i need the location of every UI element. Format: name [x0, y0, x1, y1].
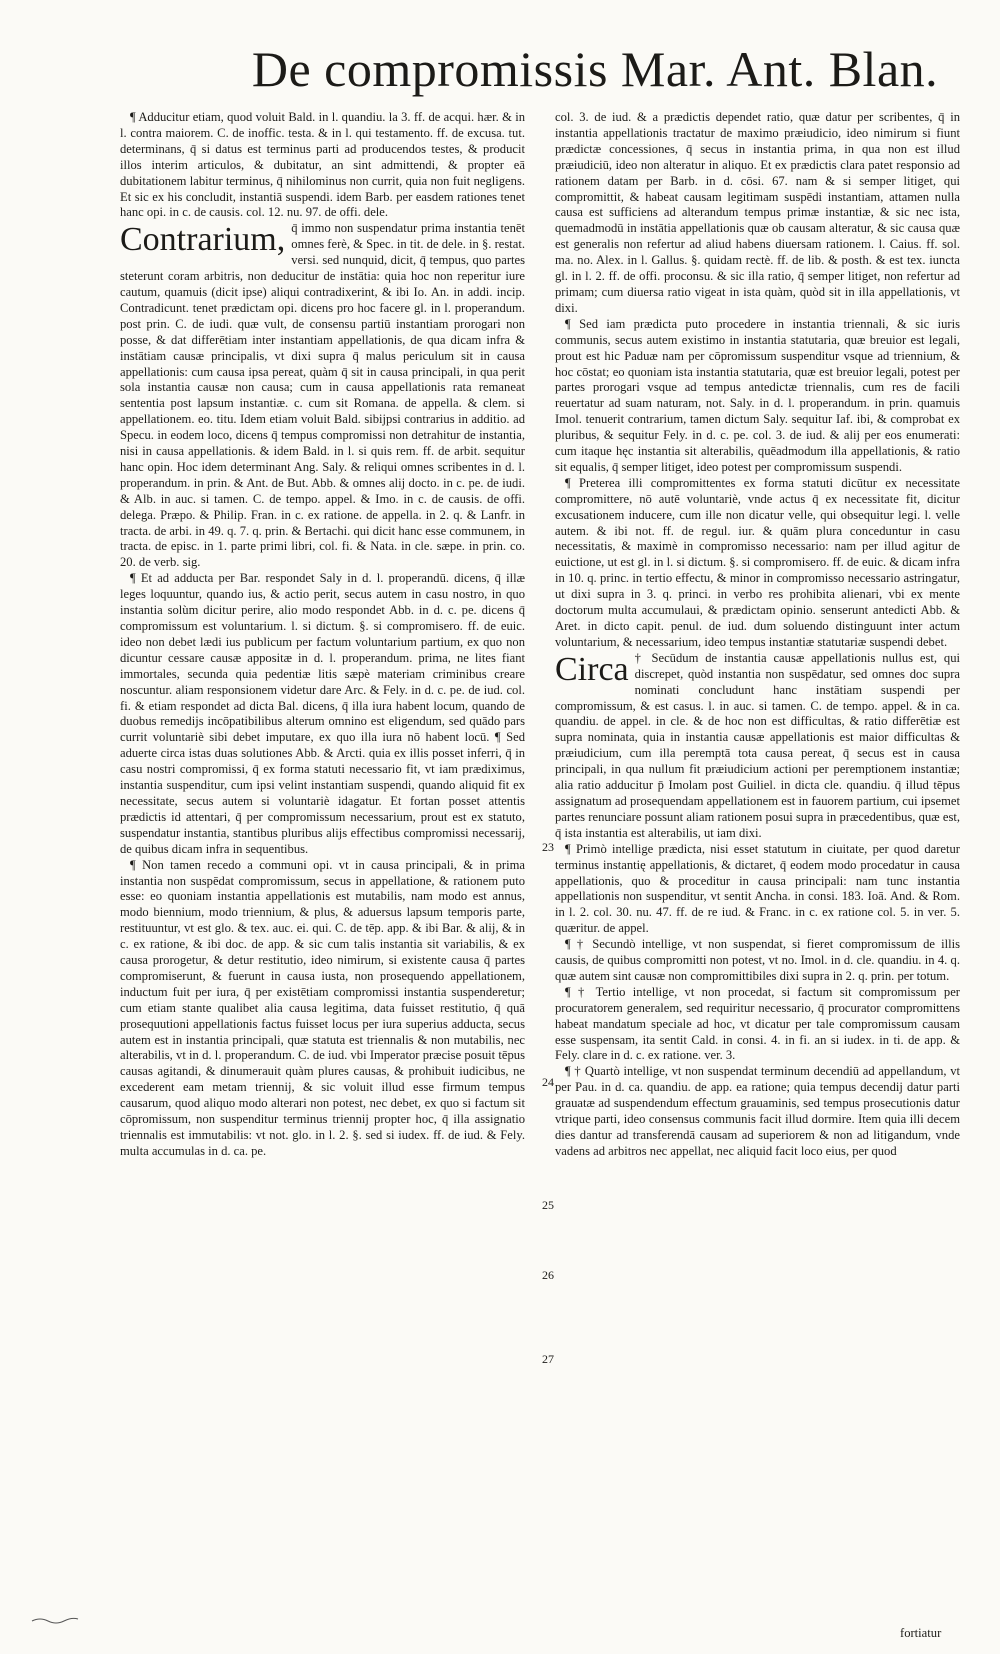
- margin-number-24: 24: [542, 1075, 554, 1089]
- running-head: De compromissis Mar. Ant. Blan.: [251, 41, 939, 97]
- paragraph-quarto: ¶ † Quartò intellige, vt non suspendat terminum decendiū ad appellandum, vt per Pau. in d. ca. quandiu. de app. ea ratione; quia tempus decendij datur parti grauatæ ad suspendendum effectum grauaminis, sed tempus prosecutionis datur vtrique parti, ideo consensus communis facit illud dormire. Item quia illi decem dies dantur ad transferendā causam ad superiorem & non ad litigandum, vnde vadens ad arbitros nec appellat, nec aliquid facit loco eius, per quod: [555, 1064, 960, 1158]
- margin-number-26: 26: [542, 1268, 554, 1282]
- paragraph-contrarium: Contrarium, q̄ immo non suspendatur prima instantia tenēt omnes ferè, & Spec. in tit. de dele. in §. restat. versi. sed nunquid, dicit, q̄ tempus, quo partes steterunt coram arbitris, non deducitur de instātia: quia hoc non reperitur iure cautum, quamuis (dicit ipse) aliqui contradixerint, & ibi Io. An. in addi. incip. Contradicunt. tenet prædictam opi. dicens pro hoc facere gl. in l. properandum. post prin. C. de iudi. quæ vult, de consensu partiū instantiam prorogari non posse, & dat differētiam inter instantiam appellationis, de qua dicam infra & instātiam causæ principalis, vt dixi supra q̄ malus periculum sit in causa appellationis: cum causa ipsa pereat, quàm q̄ sit in causa principali, in qua perit sola instantia causæ non causa; cum in causa appellationis rata remaneat sententia post lapsum instantiæ. c. cum sit Romana. de appella. & clem. si appellationem. eo. titu. Idem etiam voluit Bald. sibijpsi contrarius in additio. ad Specu. in eodem loco, dicens q̄ tempus compromissi non detrahitur de instantia, nisi in causa appellationis. & idem Bald. in l. si quis rem. ff. de arbit. sequitur hanc opin. Hoc idem determinant Ang. Saly. & reliqui omnes scribentes in d. l. properandum. in prin. & Ant. de But. Abb. & omnes alij docto. in c. pe. de iudi. & Alb. in auc. si tamen. C. de tempo. appel. & Imo. in c. de causis. de offi. delega. Præpo. & Philip. Fran. in c. ex ratione. de appella. in 2. q. & Lanfr. in tracta. de arbi. in 49. q. 7. q. prin. & Bertachi. qui dicit hanc esse communem, in tracta. de episc. in 1. parte primi libri, col. fi. & Nata. in cle. sæpe. in prin. co. 20. de verb. sig.: [120, 221, 525, 570]
- paragraph-primo: ¶ Primò intellige prædicta, nisi esset statutum in ciuitate, per quod daretur terminus instantię appellationis, & dictaret, q̄ eodem modo procedatur in causa appellationis, quo & proceditur in causa principali: nam tunc instantia appellationis non suspenditur, vt sentit Ancha. in consi. 183. Ioā. And. & Rom. in l. 2. col. 30. nu. 47. ff. de re iud. & Franc. in c. ex ratione col. 5. in ver. 5. quæritur. de appel.: [555, 841, 960, 936]
- initial-contrarium: Contrarium,: [120, 221, 286, 259]
- paragraph-non-tamen: ¶ Non tamen recedo a communi opi. vt in causa principali, & in prima instantia non suspēdat compromissum, secus in appellatione, & rationem puto esse: eo quoniam instantia appellationis est mutabilis, nam modo est annus, modo biennium, modo triennium, & plus, & aduersus lapsum temporis parte, restituuntur, vt est glo. & tex. auc. ei. qui. C. de tēp. app. & ibi Bar. & alij, & in c. ex ratione, & ibi doc. de app. & sic cum talis instantia sit variabilis, & ex causa prorogetur, & detur restitutio, ideo nimirum, si existente causa q̄ partes compromiserunt, & fuerunt in causa iusta, non prosequendo appellationem, inductum fuit per iura, q̄ per existētiam compromissi instantia suspenderetur; cum etiam stante qualibet alia causa legitima, data fuisset restitutio, q̄ quā prosequutioni appellationis factus fuisset locus per iura superius adducta, secus autem est in instantia principali, quæ statuta est triennalis & non mutabilis, nec alterabilis, vt in d. l. properandum. C. de iud. vbi Imperator præcise posuit tēpus causas agitandi, & dinumerauit quàm plures causas, & prohibuit iudicibus, ne excederent eam metam triennij, & sic voluit illud esse firmum tempus causarum, quod aliquo modo alterari non potest, nec debet, ex quo si factum sit cōpromissum, non suspenditur terminus triennij propter hoc, q̄ illa assignatio triennalis est immutabilis: vt not. glo. in l. 2. §. sed si iudex. ff. de iud. & Fely. multa accumulas in d. ca. pe.: [120, 857, 525, 1158]
- right-column: [555, 110, 960, 1640]
- paragraph-sed-iam: ¶ Sed iam prædicta puto procedere in instantia triennali, & sic iuris communis, secus autem existimo in instantia statutaria, quæ breuior est legali, prout est hic Paduæ nam per cōpromissum suspenditur vsque ad triennium, & hoc cōstat; eo quoniam ista instantia statutaria, quæ est breuior legali, potest per partes prorogari vsque ad tempus antedictæ triennalis, cum res de facili reuertatur ad suam naturam, not. Saly. in d. l. properandum. in prin. quamuis Imol. tenuerit contrarium, tamen dictum Saly. sequitur Iaf. ibi, & comprobat ex pluribus, & sequitur Fely. in d. c. pe. col. 3. de iud. & alij per eos enumerati: cum itaque hęc instantia sit alterabilis, quēadmodum illa appellationis, & ratio sit equalis, q̄ semper litiget, ideo potest per compromissum suspendi.: [555, 316, 960, 474]
- initial-circa: Circa: [555, 650, 629, 688]
- left-column: [120, 110, 525, 1640]
- dagger-mark: †: [634, 650, 645, 665]
- catchword: fortiatur: [900, 1626, 942, 1640]
- paragraph-secundo: ¶ † Secundò intellige, vt non suspendat, si fieret compromissum de illis causis, de quibus compromitti non potest, vt no. Imol. in d. cle. quandiu. in 4. q. quæ autem sint causæ non compromittibiles dixi supra in 2. q. prin. per totum.: [555, 937, 960, 983]
- paragraph-ad-adducta: ¶ Et ad adducta per Bar. respondet Saly in d. l. properandū. dicens, q̄ illæ leges loquuntur, quando ius, & actio perit, secus autem in casu nostro, in quo instantia solùm dicitur perire, alio modo respondet Abb. in d. c. pe. dicens q̄ compromissum est voluntarium. l. si dictum. §. si compromisero. ff. de euic. ideo non debet lædi ius publicum per factum voluntarium partium, ex quo non dicuntur cessare causæ appositæ in d. l. properandum. prima, ne lites fiant immortales, secunda quia pedentiæ litis sæpè materiam criminibus creare noscuntur. aliam responsionem videtur dare Arc. & Fely. in d. c. pe. de iud. col. fi. & etiam respondet ad dicta Bal. dicens, q̄ illa iura habent locum, quando de duobus remedijs incōpatibilibus alterum omnino est eligendum, sed quādo pars currit voluntariè sibi debet imputare, ex quo illa iura nō habent locū. ¶ Sed aduerte circa istas duas solutiones Abb. & Arcti. quia ex illis posset inferri, q̄ in casu nostri compromissi, q̄ ex forma statuti necessario fit, vt iam prædiximus, instantia suspenditur, cum ipsi velint instantiam suspendi, quando aliquid fit ex necessitate, secus autem si voluntariè idagatur. Et fortan posset attentis prædictis id attentari, q̄ per compromissum necessarium, prout est ex statuto, suspendatur instantia, stantibus pluribus alijs effectibus compromissi necessarij, de quibus dicam infra in sequentibus.: [120, 571, 525, 856]
- paragraph-circa: Circa † Secūdum de instantia causæ appellationis nullus est, qui discrepet, quòd instantia non suspēdatur, sed omnes doc supra nominati concludunt hanc instātiam suspendi per compromissum, & est casus. l. in auc. si tamen. C. de tempo. appel. & in ca. quandiu. de appel. in cle. & de hoc non est difficultas, & ratio differētiæ est supra nominata, quia in instantia causæ appellationis est maior difficultas & præiudicium, cum illa peremptā tota causa pereat, q̄ secus est in causa principali, in qua nullum fit præiudicium actioni per peremptionem instantiæ; alia ratio adducitur p̄ Imolam post Guiliel. in dicta cle. quandiu. q̄ illud tēpus assignatum ad prosequendam appellationem est in fauorem partium, cui ipsemet partes renunciare possunt aliam rationem posui supra in præcedentibus, quæ est, q̄ ista instantia est alterabilis, ut iam dixi.: [555, 650, 960, 840]
- paragraph-adducitur: ¶ Adducitur etiam, quod voluit Bald. in l. quandiu. la 3. ff. de acqui. hær. & in l. contra maiorem. C. de inoffic. testa. & in l. qui testamento. ff. de excusa. tut. determinans, q̄ si datus est terminus parti ad producendos testes, & producit illos interim articulos, & dubitatur, an sint admittendi, & propter eā dubitationem labitur terminus, q̄ nihilominus non currit, quia non fuit negligens. Et sic ex his concludit, instantiā suspendi. idem Barb. per easdem rationes tenet hanc opi. in c. de causis. col. 12. nu. 97. de offi. dele.: [120, 110, 525, 220]
- ink-mark-icon: [30, 1615, 80, 1625]
- paragraph-preterea: ¶ Preterea illi compromittentes ex forma statuti dicūtur ex necessitate compromittere, nō autē voluntariè, vnde actus q̄ ex necessitate fit, dicitur excusationem inducere, cum ille non dicatur velle, qui obsequitur legi. l. velle autem. & ibi not. ff. de regul. iur. & quām plura conceduntur in casu necessitatis, & maximè in compromisso necessario: nam per illud agitur de euictione, ut est gl. in l. si dictum. §. si compromisero. ff. de euic. & dicam infra in 10. q. princ. in tertio effectu, & minor in compromisso necessario astringatur, ut dixi supra in 3. q. princi. in verbo res prohibita alienari, vbi ex mente doctorum multa accumulaui, & prædictam opinio. senserunt antedicti Abb. & Aret. in dicto capit. penul. de iud. dum soluendo distinguunt inter actum voluntarium, & necessarium, ideo tempus instantiæ statutariæ suspendi debet.: [555, 475, 960, 649]
- margin-number-23: 23: [542, 840, 554, 854]
- paragraph-col-3: col. 3. de iud. & a prædictis dependet ratio, quæ datur per scribentes, q̄ in instantia appellationis tractatur de maximo præiudicio, ideo nimirum si fiunt prædictæ concessiones, q̄ secus in instantia prima, in qua non est illud præiudiciū, ideo non alteratur in aliquo. Et ex prædictis clara patet responsio ad rationem datam per Barb. in d. cōsi. 67. nam & si semper litiget, qui compromittit, & habeat causam legitimam suspēdi instantiam, attamen nulla causa est sufficiens ad alterandum tempus primæ instantiæ, & sic nec ista, quemadmodū in instātia appellationis quæ ob causam alteratur, & sic causa quæ est generalis non refertur ad aliud habens diuersam rationem. l. Caius. ff. sol. ma. no. Alex. in l. Gallus. §. quidam rectè. ff. de lib. & posth. & est tex. iuncta gl. in l. 2. ff. de offi. proconsu. & sic illa ratio, q̄ semper litiget, non refertur ad primam; cum diuersa ratio vigeat in ista quàm, quòd sit in illa appellationis, vt dixi.: [555, 110, 960, 315]
- margin-number-25: 25: [542, 1198, 554, 1212]
- margin-number-27: 27: [542, 1352, 554, 1366]
- paragraph-tertio: ¶ † Tertio intellige, vt non procedat, si factum sit compromissum per procuratorem generalem, sed requiritur necessario, q̄ procurator compromittens habeat mandatum speciale ad hoc, vt dicatur per tale compromissum causam esse suspensam, ita sentit Cald. in consi. 4. in fi. an si iudex. in ti. de app. & Fely. clare in d. c. ex ratione. ver. 3.: [555, 984, 960, 1063]
